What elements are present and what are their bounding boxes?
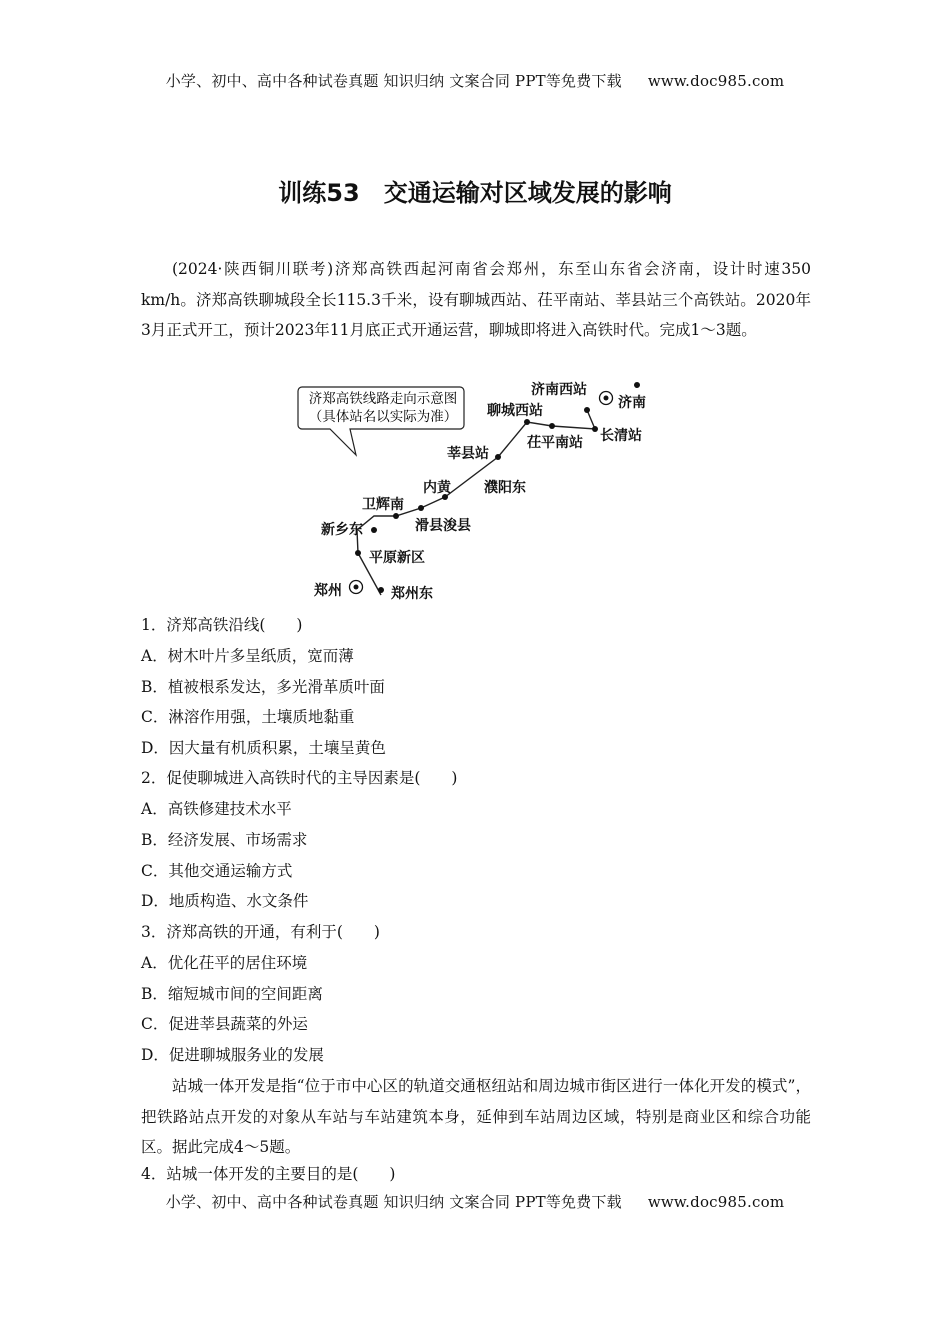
footer-site[interactable]: www.doc985.com xyxy=(647,1193,785,1211)
q2-option-a: A．高铁修建技术水平 xyxy=(141,800,292,818)
label-liaocheng-west: 聊城西站 xyxy=(487,403,543,419)
q3-option-c: C．促进莘县蔬菜的外运 xyxy=(141,1015,308,1033)
map-caption-line2: （具体站名以实际为准） xyxy=(308,409,458,425)
q1-option-b: B．植被根系发达，多光滑革质叶面 xyxy=(141,678,385,696)
intro-paragraph-2: 站城一体开发是指“位于市中心区的轨道交通枢纽站和周边城市街区进行一体化开发的模式”，把铁路站点开发的对象从车站与车站建筑本身，延伸到车站周边区域，特别是商业区和综合功能区。据此完成4～5题。 xyxy=(141,1077,811,1156)
q3-option-b: B．缩短城市间的空间距离 xyxy=(141,985,323,1003)
station-dot xyxy=(393,513,399,519)
station-dot xyxy=(524,419,530,425)
railway-route-map xyxy=(290,375,670,610)
intro-paragraph-1: (2024·陕西铜川联考)济郑高铁西起河南省会郑州，东至山东省会济南，设计时速350 km/h。济郑高铁聊城段全长115.3千米，设有聊城西站、茌平南站、莘县站三个高铁站。2020年3月正式开工，预计2023年11月底正式开通运营，聊城即将进入高铁时代。完成1～3题。 xyxy=(141,260,811,339)
q3-stem: 3．济郑高铁的开通，有利于( ) xyxy=(141,923,380,941)
q1-stem: 1．济郑高铁沿线( ) xyxy=(141,616,303,634)
q1-option-c: C．淋溶作用强，土壤质地黏重 xyxy=(141,708,355,726)
station-dot xyxy=(592,426,598,432)
station-dot xyxy=(378,587,384,593)
station-dot xyxy=(634,382,640,388)
page-title: 训练53 交通运输对区域发展的影响 xyxy=(278,179,672,207)
q2-option-c: C．其他交通运输方式 xyxy=(141,862,293,880)
station-dot xyxy=(495,454,501,460)
label-changqing: 长清站 xyxy=(600,428,642,444)
label-zhengzhou-east: 郑州东 xyxy=(391,586,433,602)
page-header xyxy=(0,70,950,91)
q1-option-d: D．因大量有机质积累，土壤呈黄色 xyxy=(141,739,386,757)
page-footer xyxy=(0,1191,950,1212)
label-weihui-south: 卫辉南 xyxy=(362,497,404,513)
label-xinxiang-east: 新乡东 xyxy=(321,522,363,538)
label-pingyuan-xinqu: 平原新区 xyxy=(369,550,425,566)
station-dot xyxy=(371,527,377,533)
label-neihuang: 内黄 xyxy=(423,480,451,496)
station-dot xyxy=(355,550,361,556)
label-huaxian-xunxian: 滑县浚县 xyxy=(415,518,471,534)
q4-stem: 4．站城一体开发的主要目的是( ) xyxy=(141,1165,396,1183)
q2-option-b: B．经济发展、市场需求 xyxy=(141,831,308,849)
label-jinan: 济南 xyxy=(618,395,646,411)
station-dot xyxy=(584,407,590,413)
zhengzhou-city-marker-center xyxy=(354,585,359,590)
station-dot xyxy=(549,423,555,429)
label-jinan-west: 济南西站 xyxy=(531,382,587,398)
label-puyang-east: 濮阳东 xyxy=(484,480,526,496)
q1-option-a: A．树木叶片多呈纸质，宽而薄 xyxy=(141,647,354,665)
label-chiping-south: 茌平南站 xyxy=(527,435,583,451)
header-text: 小学、初中、高中各种试卷真题 知识归纳 文案合同 PPT等免费下载 xyxy=(165,72,622,90)
header-site[interactable]: www.doc985.com xyxy=(647,72,785,90)
jinan-city-marker-center xyxy=(604,396,609,401)
q2-option-d: D．地质构造、水文条件 xyxy=(141,892,309,910)
label-zhengzhou: 郑州 xyxy=(314,583,342,599)
footer-text: 小学、初中、高中各种试卷真题 知识归纳 文案合同 PPT等免费下载 xyxy=(165,1193,622,1211)
map-caption-line1: 济郑高铁线路走向示意图 xyxy=(308,391,458,407)
q2-stem: 2．促使聊城进入高铁时代的主导因素是( ) xyxy=(141,769,458,787)
station-dot xyxy=(418,505,424,511)
q3-option-a: A．优化茌平的居住环境 xyxy=(141,954,308,972)
q3-option-d: D．促进聊城服务业的发展 xyxy=(141,1046,324,1064)
label-shenxian: 莘县站 xyxy=(447,446,489,462)
